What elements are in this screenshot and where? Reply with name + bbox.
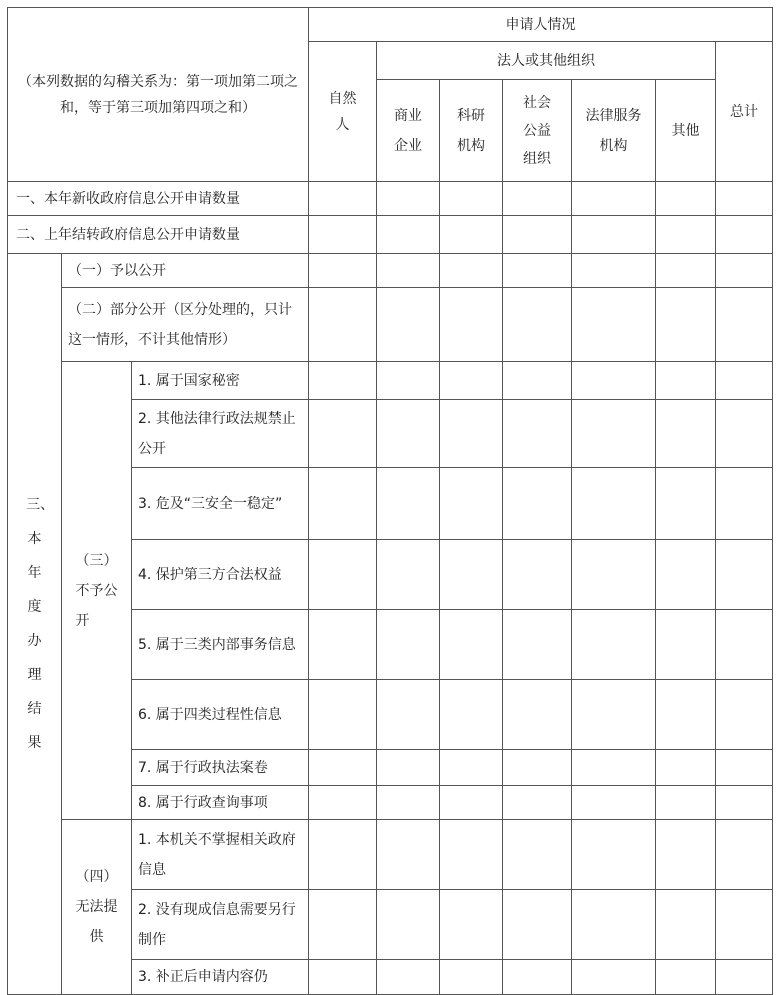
cell — [377, 960, 440, 995]
header-other: 其他 — [656, 80, 716, 182]
cell — [309, 468, 377, 540]
cell — [656, 182, 716, 216]
cell — [377, 254, 440, 288]
cell — [716, 960, 773, 995]
cell — [377, 468, 440, 540]
not-disclosed-label: （三）不予公开 — [62, 362, 132, 820]
cell — [716, 540, 773, 610]
header-social-welfare-org: 社会公益组织 — [503, 80, 572, 182]
cell — [503, 362, 572, 400]
cell — [440, 540, 503, 610]
cell — [656, 786, 716, 820]
cell — [503, 288, 572, 362]
cell — [572, 540, 656, 610]
cell — [309, 182, 377, 216]
cell — [309, 750, 377, 786]
row-unable-provide-item: 2. 没有现成信息需要另行制作 — [132, 890, 309, 960]
header-research-institution: 科研机构 — [440, 80, 503, 182]
cell — [377, 750, 440, 786]
cell — [716, 254, 773, 288]
row-not-disclosed-item: 1. 属于国家秘密 — [132, 362, 309, 400]
header-total: 总计 — [716, 42, 773, 182]
cell — [377, 610, 440, 680]
cell — [716, 468, 773, 540]
cell — [503, 960, 572, 995]
cell — [656, 254, 716, 288]
cell — [309, 680, 377, 750]
cell — [572, 786, 656, 820]
cell — [572, 610, 656, 680]
row-unable-provide-item: 3. 补正后申请内容仍 — [132, 960, 309, 995]
row-disclosed: （一）予以公开 — [62, 254, 309, 288]
cell — [440, 216, 503, 254]
cell — [377, 890, 440, 960]
section-three-label: 三、本年度办理结果 — [8, 254, 62, 995]
cell — [572, 400, 656, 468]
cell — [572, 680, 656, 750]
cell — [440, 820, 503, 890]
cell — [309, 960, 377, 995]
cell — [440, 680, 503, 750]
row-partially-disclosed: （二）部分公开（区分处理的，只计这一情形，不计其他情形） — [62, 288, 309, 362]
cell — [377, 288, 440, 362]
cell — [440, 750, 503, 786]
cell — [716, 750, 773, 786]
cell — [656, 610, 716, 680]
cell — [656, 820, 716, 890]
cell — [440, 400, 503, 468]
cell — [440, 288, 503, 362]
cell — [503, 540, 572, 610]
cell — [503, 610, 572, 680]
header-commercial-enterprise: 商业企业 — [377, 80, 440, 182]
row-not-disclosed-item: 5. 属于三类内部事务信息 — [132, 610, 309, 680]
header-legal-or-other: 法人或其他组织 — [377, 42, 716, 80]
cell — [716, 288, 773, 362]
cell — [572, 750, 656, 786]
cell — [572, 288, 656, 362]
cell — [377, 820, 440, 890]
cell — [656, 468, 716, 540]
cell — [377, 216, 440, 254]
cell — [440, 786, 503, 820]
cell — [503, 680, 572, 750]
cell — [503, 254, 572, 288]
row-not-disclosed-item: 8. 属于行政查询事项 — [132, 786, 309, 820]
cell — [572, 362, 656, 400]
cell — [716, 216, 773, 254]
cell — [440, 182, 503, 216]
cell — [377, 362, 440, 400]
cell — [309, 216, 377, 254]
cell — [572, 468, 656, 540]
cell — [503, 182, 572, 216]
row-not-disclosed-item: 3. 危及“三安全一稳定” — [132, 468, 309, 540]
cell — [377, 786, 440, 820]
cell — [440, 362, 503, 400]
cell — [440, 890, 503, 960]
row-new-requests: 一、本年新收政府信息公开申请数量 — [8, 182, 309, 216]
cell — [572, 216, 656, 254]
cell — [503, 786, 572, 820]
cell — [572, 820, 656, 890]
cell — [716, 400, 773, 468]
cell — [503, 400, 572, 468]
cell — [656, 400, 716, 468]
cell — [309, 288, 377, 362]
cell — [440, 468, 503, 540]
cell — [309, 254, 377, 288]
cell — [716, 182, 773, 216]
cell — [309, 610, 377, 680]
header-note: （本列数据的勾稽关系为：第一项加第二项之和，等于第三项加第四项之和） — [18, 73, 299, 116]
cell — [377, 400, 440, 468]
cell — [377, 680, 440, 750]
cell — [377, 182, 440, 216]
cell — [656, 890, 716, 960]
cell — [572, 182, 656, 216]
cell — [309, 362, 377, 400]
row-carried-over: 二、上年结转政府信息公开申请数量 — [8, 216, 309, 254]
unable-provide-label: （四）无法提供 — [62, 820, 132, 995]
cell — [716, 610, 773, 680]
cell — [309, 786, 377, 820]
cell — [503, 820, 572, 890]
cell — [716, 680, 773, 750]
cell — [309, 400, 377, 468]
cell — [716, 890, 773, 960]
row-not-disclosed-item: 2. 其他法律行政法规禁止公开 — [132, 400, 309, 468]
cell — [440, 960, 503, 995]
row-not-disclosed-item: 6. 属于四类过程性信息 — [132, 680, 309, 750]
header-note-cell — [8, 8, 309, 182]
cell — [503, 216, 572, 254]
header-natural-person: 自然人 — [309, 42, 377, 182]
header-legal-service-org: 法律服务机构 — [572, 80, 656, 182]
gov-info-disclosure-table — [7, 7, 773, 995]
cell — [503, 468, 572, 540]
cell — [656, 960, 716, 995]
cell — [656, 540, 716, 610]
cell — [656, 362, 716, 400]
cell — [440, 610, 503, 680]
cell — [572, 960, 656, 995]
cell — [309, 540, 377, 610]
row-not-disclosed-item: 4. 保护第三方合法权益 — [132, 540, 309, 610]
cell — [503, 890, 572, 960]
cell — [440, 254, 503, 288]
cell — [656, 750, 716, 786]
cell — [716, 362, 773, 400]
header-applicant-situation: 申请人情况 — [309, 8, 773, 42]
cell — [656, 288, 716, 362]
cell — [716, 820, 773, 890]
cell — [309, 890, 377, 960]
cell — [503, 750, 572, 786]
row-unable-provide-item: 1. 本机关不掌握相关政府信息 — [132, 820, 309, 890]
cell — [309, 820, 377, 890]
cell — [656, 216, 716, 254]
cell — [656, 680, 716, 750]
cell — [377, 540, 440, 610]
cell — [572, 254, 656, 288]
cell — [716, 786, 773, 820]
cell — [572, 890, 656, 960]
row-not-disclosed-item: 7. 属于行政执法案卷 — [132, 750, 309, 786]
